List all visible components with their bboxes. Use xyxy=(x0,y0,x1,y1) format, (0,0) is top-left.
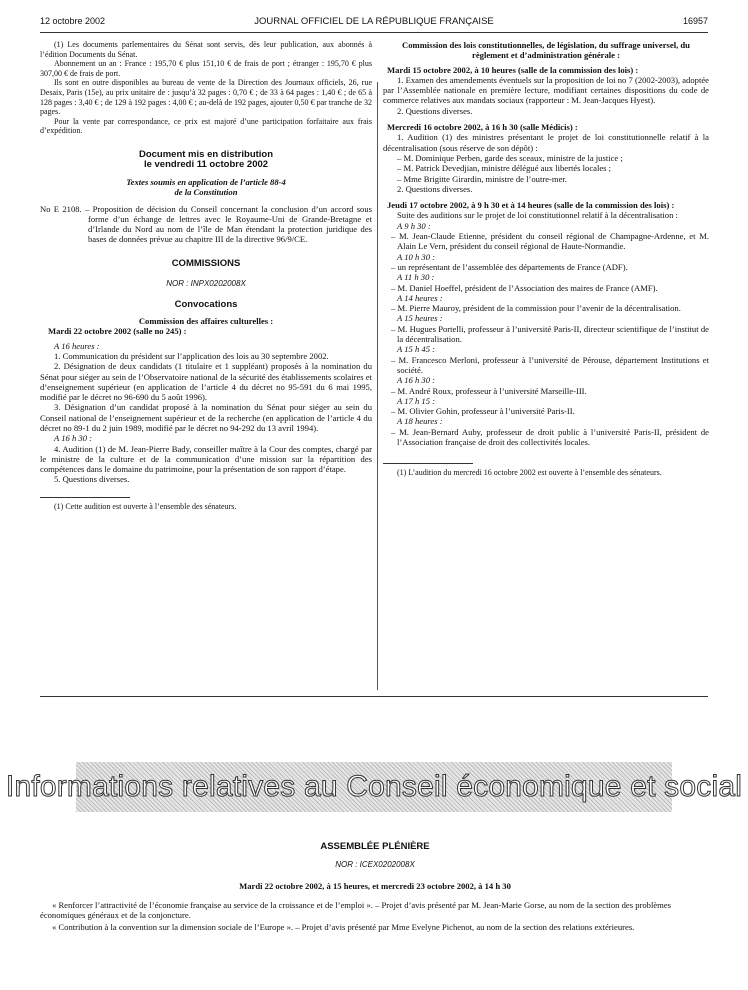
mercredi-item-1: 1. Audition (1) des ministres présentant le projet de loi constitutionnelle relatif à la décentralisation (sous réserve de son dépôt) : xyxy=(383,132,709,153)
meeting-mardi-15: Mardi 15 octobre 2002, à 10 heures (salle de la commission des lois) : xyxy=(387,64,639,75)
time-10h30: A 10 h 30 : xyxy=(397,251,436,262)
section-rule xyxy=(40,696,708,697)
mercredi-item-2: 2. Questions diverses. xyxy=(397,183,473,194)
mardi-item-1: 1. Examen des amendements éventuels sur la proposition de loi no 7 (2002-2003), adoptée par l’Assemblée nationale en première lecture, modifiant certaines dispositions du code de commerce relatives aux mandats sociaux (rapporteur : M. Jean-Jacques Hyest). xyxy=(383,74,709,106)
hearing-11h30: – M. Daniel Hoeffel, président de l’Association des maires de France (AMF). xyxy=(391,282,658,293)
avis-dimension-sociale: « Contribution à la convention sur la dimension sociale de l’Europe ». – Projet d’avis présenté par Mme Evelyne Pichenot, au nom de la section des relations extérieures. xyxy=(52,922,635,933)
minister-perben: – M. Dominique Perben, garde des sceaux, ministre de la justice ; xyxy=(397,152,623,163)
journal-title: JOURNAL OFFICIEL DE LA RÉPUBLIQUE FRANÇAISE xyxy=(254,16,494,27)
item-e2108: No E 2108. – Proposition de décision du Conseil concernant la conclusion d’un accord sous forme d’un échange de lettres avec le Royaume-Uni de Grande-Bretagne et d’Irlande du Nord au nom de l’île de Man étendant la protection juridique des bases de données prévue au chapitre III de la directive 96/9/CE. xyxy=(40,203,372,245)
column-divider xyxy=(377,82,378,690)
time-15h45: A 15 h 45 : xyxy=(397,344,436,355)
convocations-heading: Convocations xyxy=(174,298,238,310)
commission-affaires-culturelles: Commission des affaires culturelles : xyxy=(138,316,274,327)
time-11h30: A 11 h 30 : xyxy=(397,272,435,283)
time-15h: A 15 heures : xyxy=(397,313,443,324)
time-17h15: A 17 h 15 : xyxy=(397,395,436,406)
time-16h: A 16 heures : xyxy=(54,340,100,351)
time-18h: A 18 heures : xyxy=(397,416,443,427)
assemblee-section xyxy=(40,842,710,933)
right-column xyxy=(383,40,709,478)
banner-title: Informations relatives au Conseil économique et social xyxy=(5,770,743,803)
document-title: Document mis en distribution le vendredi 11 octobre 2002 xyxy=(138,148,274,171)
note-documents: (1) Les documents parlementaires du Sénat sont servis, dès leur publication, aux abonnés à l’édition Documents du Sénat. xyxy=(40,40,372,59)
note-prices: Ils sont en outre disponibles au bureau de vente de la Direction des Journaux officiels, 26, rue Desaix, Paris (15e), au prix unitaire de : jusqu’à 32 pages : 0,70 € ; de 33 à 64 pages : 1,40 € ; de 65 à 128 pages : 3,40 € ; de 129 à 192 pages : 4,00 € ; au-delà de 192 pages, ajouter 0,50 € par tranche de 32 pages. xyxy=(40,78,372,117)
textes-heading: Textes soumis en application de l’article 88-4 de la Constitution xyxy=(126,176,286,198)
header-date: 12 octobre 2002 xyxy=(40,16,106,26)
hearing-9h30: – M. Jean-Claude Etienne, président du conseil régional de Champagne-Ardenne, et M. Alain Le Vern, président du conseil régional de Haute-Normandie. xyxy=(391,231,709,252)
nor-code-ces: NOR : ICEX0202008X xyxy=(335,860,415,870)
footnote-rule xyxy=(40,497,130,498)
subscription-notes xyxy=(40,40,372,136)
suite-auditions: Suite des auditions sur le projet de loi constitutionnel relatif à la décentralisation : xyxy=(397,210,678,221)
commissions-heading: COMMISSIONS xyxy=(171,257,241,269)
time-16h30-jeudi: A 16 h 30 : xyxy=(397,375,436,386)
hearing-16h30: – M. André Roux, professeur à l’université Marseille-III. xyxy=(391,385,587,396)
page-number: 16957 xyxy=(682,16,708,26)
minister-girardin: – Mme Brigitte Girardin, ministre de l’outre-mer. xyxy=(397,173,567,184)
hearing-17h15: – M. Olivier Gohin, professeur à l’université Paris-II. xyxy=(391,406,575,417)
session-dates: Mardi 22 octobre 2002, à 15 heures, et mercredi 23 octobre 2002, à 14 h 30 xyxy=(239,880,511,891)
agenda-item-2: 2. Désignation de deux candidats (1 titulaire et 1 suppléant) proposés à la nomination du Sénat pour siéger au sein de l’Observatoire national de la sécurité des établissements scolaires et d’enseignement supérieur (en application de l’article 4 du décret no 95-591 du 6 mai 1995, modifié par le décret no 96-690 du 5 août 1996). xyxy=(40,361,372,403)
avis-attractivite: « Renforcer l’attractivité de l’économie française au service de la croissance et de l’emploi ». – Projet d’avis présenté par M. Jean-Marie Gorse, au nom de la section des problèmes économiques généraux et de la conjoncture. xyxy=(40,899,671,921)
mardi-item-2: 2. Questions diverses. xyxy=(397,105,473,116)
footnote-left: (1) Cette audition est ouverte à l’ensemble des sénateurs. xyxy=(54,501,237,511)
nor-code: NOR : INPX0202008X xyxy=(166,279,246,289)
note-subscription: Abonnement un an : France : 195,70 € plus 151,10 € de frais de port ; étranger : 195,70 € plus 307,00 € de frais de port. xyxy=(40,59,372,78)
meeting-date: Mardi 22 octobre 2002 (salle no 245) : xyxy=(48,326,187,337)
agenda-item-1: 1. Communication du président sur l’application des lois au 30 septembre 2002. xyxy=(54,350,329,361)
agenda-item-3: 3. Désignation d’un candidat proposé à la nomination du Sénat pour siéger au sein du Conseil national de l’enseignement supérieur et de la recherche (en application de l’article 4 du décret no 89-1 du 2 juin 1989, modifié par le décret no 94-292 du 13 avril 1994). xyxy=(40,402,372,433)
agenda-item-5: 5. Questions diverses. xyxy=(54,474,130,485)
assemblee-heading: ASSEMBLÉE PLÉNIÈRE xyxy=(320,841,430,852)
time-9h30: A 9 h 30 : xyxy=(397,220,431,231)
footnote-rule-right xyxy=(383,463,473,464)
header-rule xyxy=(40,32,708,33)
meeting-mercredi-16: Mercredi 16 octobre 2002, à 16 h 30 (salle Médicis) : xyxy=(387,122,578,133)
hearing-18h: – M. Jean-Bernard Auby, professeur de droit public à l’université Paris-II, président de l’Association française de droit des collectivités locales. xyxy=(391,426,709,447)
note-correspondance: Pour la vente par correspondance, ce prix est majoré d’une participation forfaitaire aux frais d’expédition. xyxy=(40,116,372,136)
left-column xyxy=(40,40,372,511)
footnote-right: (1) L’audition du mercredi 16 octobre 2002 est ouverte à l’ensemble des sénateurs. xyxy=(397,468,662,478)
hearing-15h: – M. Hugues Portelli, professeur à l’université Paris-II, directeur scientifique de l’institut de la décentralisation. xyxy=(391,323,709,345)
hearing-10h30: – un représentant de l’assemblée des départements de France (ADF). xyxy=(391,261,628,272)
commission-lois-title: Commission des lois constitutionnelles, de législation, du suffrage universel, du règlement et d’administration générale : xyxy=(402,40,690,61)
agenda-item-4: 4. Audition (1) de M. Jean-Pierre Bady, conseiller maître à la Cour des comptes, chargé par le ministre de la culture et de la communication d’une mission sur la répartition des compétences dans le domaine du patrimoine, pour la présentation de son rapport d’étape. xyxy=(40,443,372,475)
minister-devedjian: – M. Patrick Devedjian, ministre délégué aux libertés locales ; xyxy=(397,163,612,174)
meeting-jeudi-17: Jeudi 17 octobre 2002, à 9 h 30 et à 14 heures (salle de la commission des lois) : xyxy=(387,200,675,211)
hearing-15h45: – M. Francesco Merloni, professeur à l’université de Pérouse, département Institutions et société. xyxy=(391,354,709,375)
hearing-14h: – M. Pierre Mauroy, président de la commission pour l’avenir de la décentralisation. xyxy=(391,303,681,314)
time-16h30: A 16 h 30 : xyxy=(54,433,93,444)
page-header xyxy=(40,16,708,30)
time-14h: A 14 heures : xyxy=(397,292,443,303)
ces-banner xyxy=(5,762,743,812)
